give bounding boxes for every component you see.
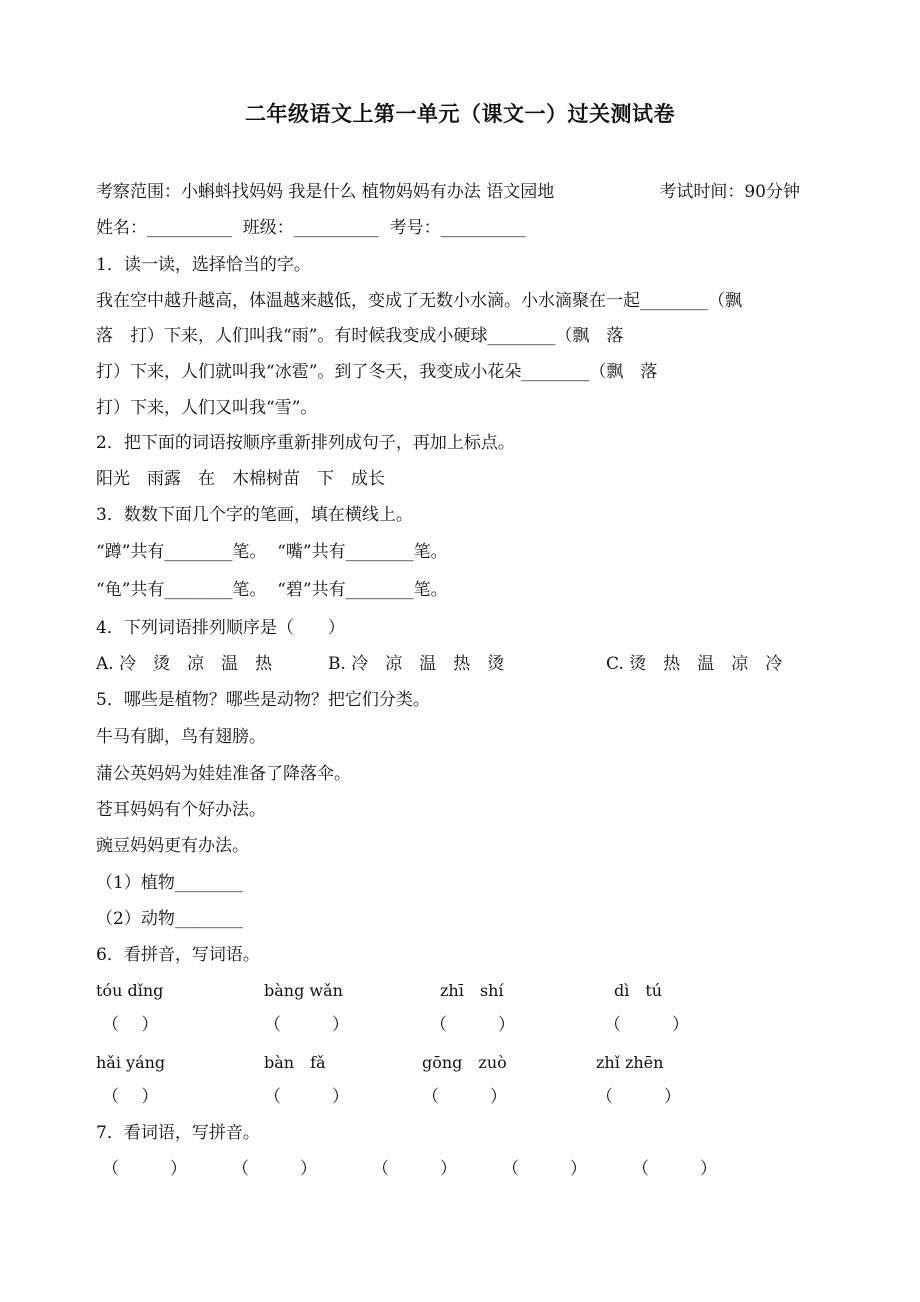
question-2-words: 阳光 雨露 在 木棉树苗 下 成长	[96, 469, 385, 489]
answer-blank: （ ）	[604, 1015, 689, 1035]
question-3-title: 3．数数下面几个字的笔画，填在横线上。	[96, 505, 413, 525]
question-1-line: 落 打）下来，人们叫我“雨”。有时候我变成小硬球________（飘 落	[96, 326, 624, 346]
pinyin-item: tóu dǐng	[96, 981, 164, 1000]
question-7-title: 7．看词语，写拼音。	[96, 1123, 260, 1143]
pinyin-item: dì tú	[614, 981, 663, 1000]
student-info: 姓名：__________ 班级：__________ 考号：__________	[96, 218, 526, 238]
answer-blank-row	[96, 1013, 806, 1037]
question-5-title: 5．哪些是植物？哪些是动物？把它们分类。	[96, 690, 430, 710]
question-3-line: “龟”共有________笔。 “碧”共有________笔。	[96, 580, 448, 600]
question-2-title: 2．把下面的词语按顺序重新排列成句子，再加上标点。	[96, 433, 515, 453]
pinyin-item: bàn fǎ	[264, 1053, 326, 1072]
question-1-line: 打）下来，人们又叫我“雪”。	[96, 398, 318, 418]
answer-blank: （ ）	[632, 1159, 717, 1179]
question-4-options	[96, 652, 806, 676]
question-1-line: 打）下来，人们就叫我“冰雹”。到了冬天，我变成小花朵________（飘 落	[96, 362, 658, 382]
question-5-answer: （1）植物________	[96, 873, 243, 893]
answer-blank: （ ）	[264, 1015, 349, 1035]
question-5-sentence: 牛马有脚，鸟有翅膀。	[96, 727, 266, 747]
exam-scope: 考察范围：小蝌蚪找妈妈 我是什么 植物妈妈有办法 语文园地	[96, 182, 555, 202]
pinyin-item: bàng wǎn	[264, 981, 343, 1000]
answer-blank: （ ）	[596, 1087, 681, 1107]
answer-blank: （ ）	[102, 1159, 187, 1179]
answer-blank-row	[96, 1157, 806, 1181]
pinyin-row	[96, 979, 806, 1003]
question-4-title: 4．下列词语排列顺序是（ ）	[96, 618, 345, 638]
option-c: C. 烫 热 温 凉 冷	[606, 654, 783, 674]
answer-blank: （ ）	[430, 1015, 515, 1035]
pinyin-item: zhī shí	[440, 981, 504, 1000]
question-3-line: “蹲”共有________笔。 “嘴”共有________笔。	[96, 542, 448, 562]
answer-blank: （ ）	[102, 1015, 159, 1035]
pinyin-row	[96, 1051, 806, 1075]
answer-blank: （ ）	[102, 1087, 159, 1107]
exam-time: 考试时间：90分钟	[659, 182, 800, 202]
answer-blank-row	[96, 1085, 806, 1109]
pinyin-item: gōng zuò	[422, 1053, 507, 1072]
question-5-sentence: 苍耳妈妈有个好办法。	[96, 800, 266, 820]
answer-blank: （ ）	[264, 1087, 349, 1107]
answer-blank: （ ）	[422, 1087, 507, 1107]
option-b: B. 冷 凉 温 热 烫	[328, 654, 505, 674]
pinyin-item: hǎi yáng	[96, 1053, 166, 1072]
question-1-title: 1．读一读，选择恰当的字。	[96, 255, 311, 275]
question-6-title: 6．看拼音，写词语。	[96, 945, 260, 965]
question-5-answer: （2）动物________	[96, 909, 243, 929]
answer-blank: （ ）	[232, 1159, 317, 1179]
pinyin-item: zhǐ zhēn	[596, 1053, 664, 1072]
answer-blank: （ ）	[502, 1159, 587, 1179]
question-5-sentence: 蒲公英妈妈为娃娃准备了降落伞。	[96, 764, 351, 784]
option-a: A. 冷 烫 凉 温 热	[96, 654, 273, 674]
question-5-sentence: 豌豆妈妈更有办法。	[96, 836, 249, 856]
page-title: 二年级语文上第一单元（课文一）过关测试卷	[245, 102, 675, 126]
answer-blank: （ ）	[372, 1159, 457, 1179]
question-1-line: 我在空中越升越高，体温越来越低，变成了无数小水滴。小水滴聚在一起________（飘	[96, 291, 742, 311]
